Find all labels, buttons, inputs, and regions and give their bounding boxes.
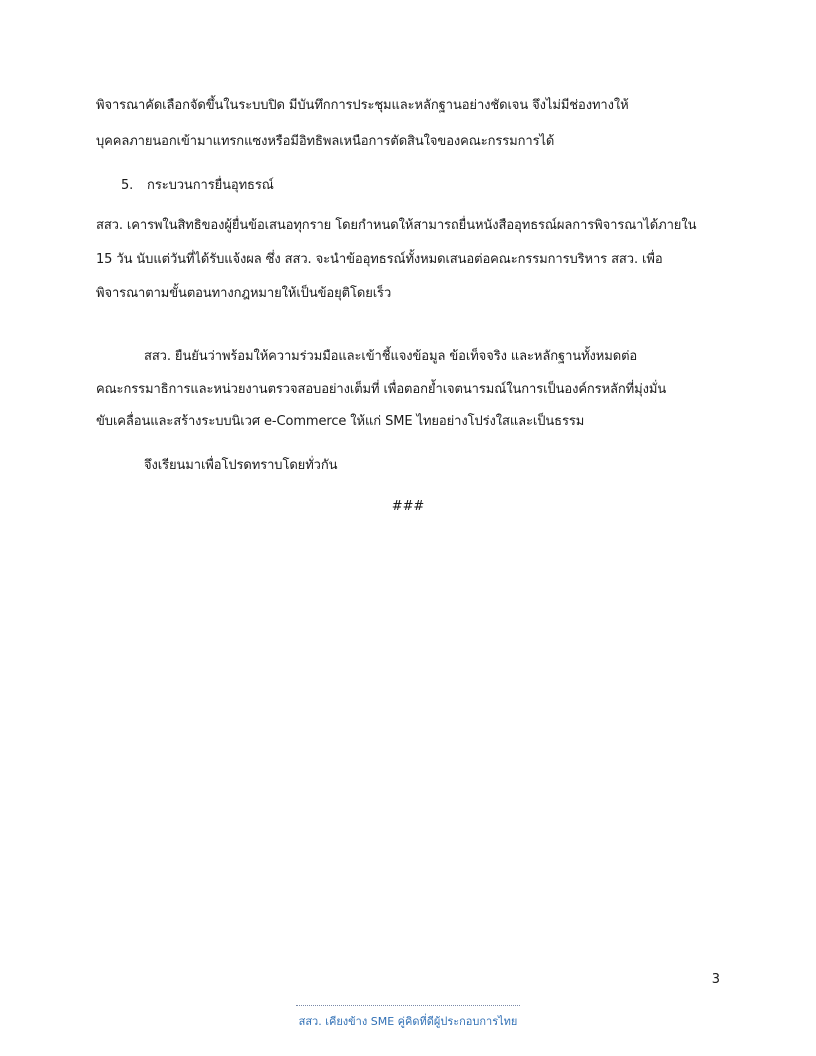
page-number: 3: [711, 972, 720, 987]
footer-tagline: สสว. เคียงข้าง SME คู่คิดที่ดีผู้ประกอบการไทย: [298, 1015, 518, 1028]
paragraph-line: ขับเคลื่อนและสร้างระบบนิเวศ e-Commerce ให้แก่ SME ไทยอย่างโปร่งใสและเป็นธรรม: [96, 414, 585, 429]
paragraph-line: สสว. ยืนยันว่าพร้อมให้ความร่วมมือและเข้าชี้แจงข้อมูล ข้อเท็จจริง และหลักฐานทั้งหมดต่อ: [144, 349, 638, 364]
paragraph-line: พิจารณาคัดเลือกจัดขึ้นในระบบปิด มีบันทึกการประชุมและหลักฐานอย่างชัดเจน จึงไม่มีช่องทางให้: [96, 98, 629, 113]
end-mark: ###: [391, 499, 425, 514]
closing-line: จึงเรียนมาเพื่อโปรดทราบโดยทั่วกัน: [144, 458, 338, 473]
section-heading: [121, 176, 745, 196]
paragraph-line: 15 วัน นับแต่วันที่ได้รับแจ้งผล ซึ่ง สสว. จะนำข้ออุทธรณ์ทั้งหมดเสนอต่อคณะกรรมการบริหาร สสว. เพื่อ: [96, 252, 663, 267]
section-number: 5.: [121, 178, 134, 193]
section-title: กระบวนการยื่นอุทธรณ์: [147, 178, 274, 193]
paragraph-line: พิจารณาตามขั้นตอนทางกฎหมายให้เป็นข้อยุติโดยเร็ว: [96, 286, 392, 301]
footer-divider: [296, 1005, 520, 1006]
paragraph-line: บุคคลภายนอกเข้ามาแทรกแซงหรือมีอิทธิพลเหนือการตัดสินใจของคณะกรรมการได้: [96, 134, 555, 149]
paragraph-line: คณะกรรมาธิการและหน่วยงานตรวจสอบอย่างเต็มที่ เพื่อตอกย้ำเจตนารมณ์ในการเป็นองค์กรหลักที่มุ่งมั่น: [96, 382, 667, 397]
paragraph-line: สสว. เคารพในสิทธิของผู้ยื่นข้อเสนอทุกราย โดยกำหนดให้สามารถยื่นหนังสืออุทธรณ์ผลการพิจารณาได้ภายใน: [96, 218, 697, 233]
